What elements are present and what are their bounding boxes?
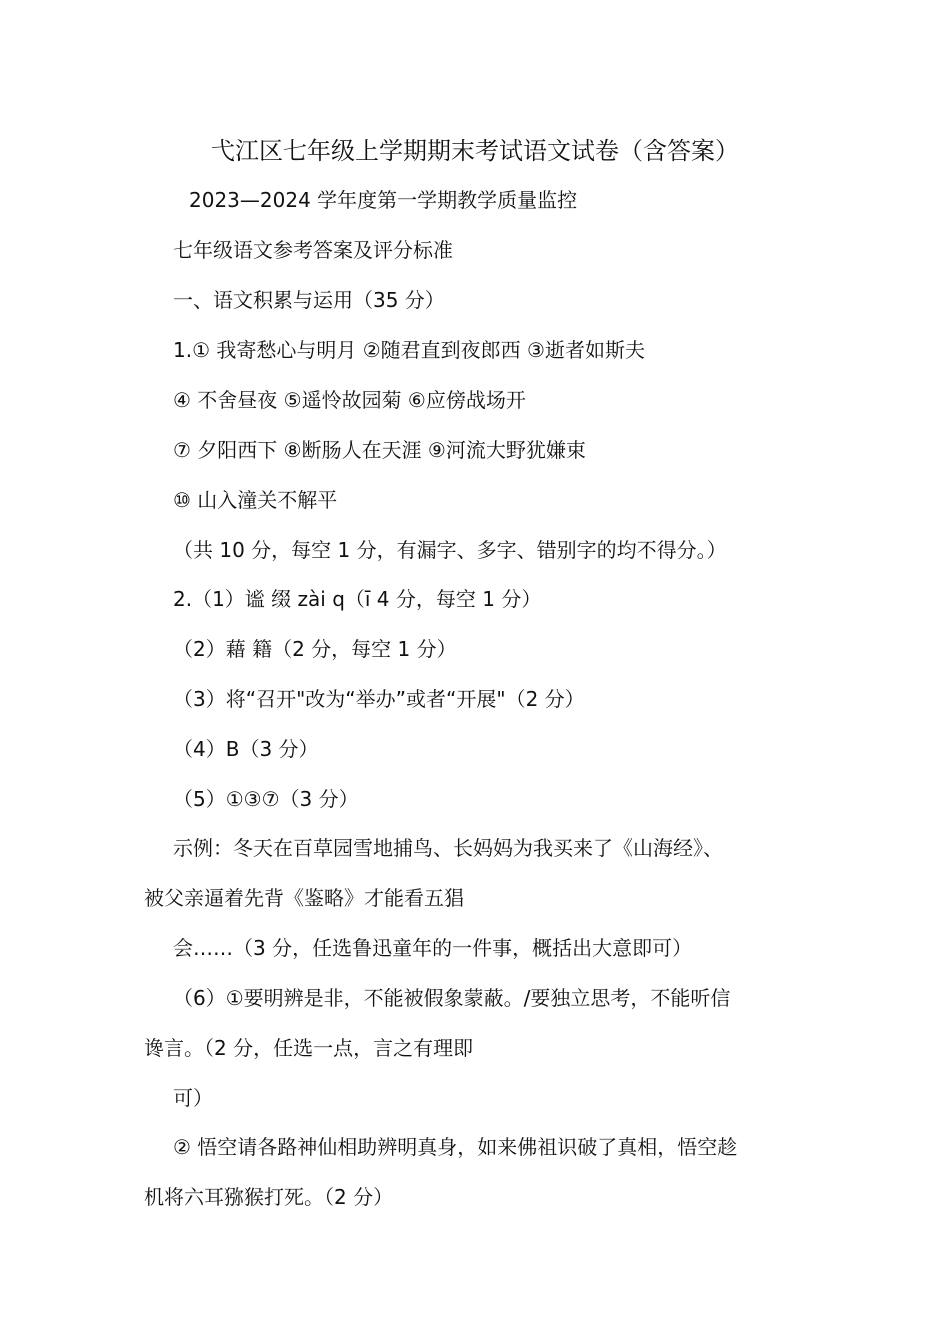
- text-line: （3）将“召开"改为“举办”或者“开展"（2 分）: [173, 687, 585, 711]
- text-line: 谗言。（2 分，任选一点，言之有理即: [144, 1036, 474, 1060]
- text-line: 可）: [173, 1086, 213, 1110]
- text-line: 1.① 我寄愁心与明月 ②随君直到夜郎西 ③逝者如斯夫: [173, 338, 645, 362]
- text-line: 2.（1）谧 缀 zài q（ī 4 分，每空 1 分）: [173, 587, 542, 611]
- text-line: ② 悟空请各路神仙相助辨明真身，如来佛祖识破了真相，悟空趁: [173, 1135, 738, 1159]
- text-line: ⑦ 夕阳西下 ⑧断肠人在天涯 ⑨河流大野犹嫌束: [173, 438, 586, 462]
- text-line: 被父亲逼着先背《鉴略》才能看五猖: [144, 886, 464, 910]
- text-line: 会……（3 分，任选鲁迅童年的一件事，概括出大意即可）: [173, 936, 693, 960]
- text-line: 七年级语文参考答案及评分标准: [173, 238, 453, 262]
- document-title: 弋江区七年级上学期期末考试语文试卷（含答案）: [211, 137, 739, 165]
- text-line: （共 10 分，每空 1 分，有漏字、多字、错别字的均不得分。）: [173, 538, 727, 562]
- subtitle-line: 2023—2024 学年度第一学期教学质量监控: [189, 188, 578, 212]
- text-line: ④ 不舍昼夜 ⑤遥怜故园菊 ⑥应傍战场开: [173, 388, 526, 412]
- text-line: 机将六耳猕猴打死。（2 分）: [144, 1185, 394, 1209]
- text-line: （5）①③⑦（3 分）: [173, 787, 359, 811]
- text-line: （4）B（3 分）: [173, 737, 319, 761]
- section-heading: 一、语文积累与运用（35 分）: [173, 288, 445, 312]
- text-line: （2）藉 籍（2 分，每空 1 分）: [173, 637, 457, 661]
- text-line: （6）①要明辨是非，不能被假象蒙蔽。/要独立思考，不能听信: [173, 986, 731, 1010]
- text-line: ⑩ 山入潼关不解平: [173, 488, 338, 512]
- text-line: 示例：冬天在百草园雪地捕鸟、长妈妈为我买来了《山海经》、: [173, 836, 723, 860]
